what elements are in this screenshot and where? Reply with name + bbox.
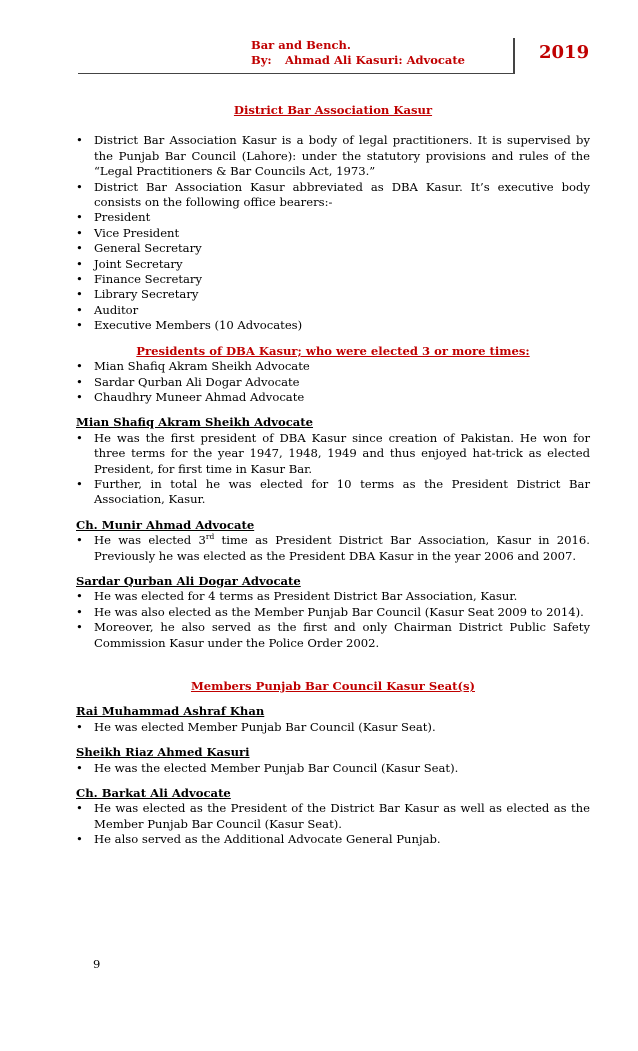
list-item: • District Bar Association Kasur abbreviated as DBA Kasur. It’s executive body consists on the following office bearers:- xyxy=(76,180,590,211)
list-item: • Finance Secretary xyxy=(76,272,590,287)
list-item: • Auditor xyxy=(76,303,590,318)
page-number: 9 xyxy=(93,957,101,971)
mian-bullet-list xyxy=(76,431,590,508)
heading-riaz-kasuri: Sheikh Riaz Ahmed Kasuri xyxy=(76,745,250,760)
page-header xyxy=(0,30,638,80)
list-item: • General Secretary xyxy=(76,241,590,256)
munir-text-end: time as President District Bar Association, Kasur in 2016. Previously he was elected as the President DBA Kasur in the year 2006 and 2007. xyxy=(94,533,590,563)
header-text xyxy=(251,38,465,68)
rai-bullet-list xyxy=(76,720,590,735)
munir-ordinal-suffix: rd xyxy=(205,532,215,542)
presidents-bullet-list xyxy=(76,359,590,405)
list-item: • President xyxy=(76,210,590,225)
list-item: • He was elected as the President of the District Bar Kasur as well as elected as the Member Punjab Bar Council (Kasur Seat). xyxy=(76,801,590,832)
section-title-dba: District Bar Association Kasur xyxy=(233,103,433,117)
list-item: • He was elected Member Punjab Bar Council (Kasur Seat). xyxy=(76,720,590,735)
list-item: • Joint Secretary xyxy=(76,257,590,272)
heading-munir-ahmad: Ch. Munir Ahmad Advocate xyxy=(76,517,255,532)
munir-bullet-list xyxy=(76,533,590,564)
list-item: • Executive Members (10 Advocates) xyxy=(76,318,590,333)
list-item xyxy=(76,533,590,564)
munir-text-start: He was elected 3 xyxy=(94,533,206,548)
list-item: • He was elected for 4 terms as President District Bar Association, Kasur. xyxy=(76,589,590,604)
list-item: • Moreover, he also served as the first and only Chairman District Public Safety Commission Kasur under the Police Order 2002. xyxy=(76,620,590,651)
document-body xyxy=(76,103,590,848)
header-divider xyxy=(513,38,515,74)
list-item: • He was also elected as the Member Punjab Bar Council (Kasur Seat 2009 to 2014). xyxy=(76,605,590,620)
heading-rai-ashraf: Rai Muhammad Ashraf Khan xyxy=(76,704,265,719)
list-item: • District Bar Association Kasur is a body of legal practitioners. It is supervised by the Punjab Bar Council (Lahore): under the statutory provisions and rules of the “Legal Practitioners & Bar Councils Act, 1973.” xyxy=(76,133,590,179)
list-item: • He was the elected Member Punjab Bar Council (Kasur Seat). xyxy=(76,761,590,776)
dba-bullet-list xyxy=(76,133,590,333)
header-byline xyxy=(251,53,465,68)
heading-sardar-qurban: Sardar Qurban Ali Dogar Advocate xyxy=(76,573,301,588)
header-by-label: By: xyxy=(251,53,272,67)
riaz-bullet-list xyxy=(76,761,590,776)
header-author: Ahmad Ali Kasuri: Advocate xyxy=(285,53,465,67)
barkat-bullet-list xyxy=(76,801,590,847)
list-item: • Mian Shafiq Akram Sheikh Advocate xyxy=(76,359,590,374)
section-title-presidents: Presidents of DBA Kasur; who were elected 3 or more times: xyxy=(136,343,530,358)
list-item: • Vice President xyxy=(76,226,590,241)
header-title: Bar and Bench. xyxy=(251,38,351,52)
header-rule xyxy=(78,73,514,74)
heading-barkat-ali: Ch. Barkat Ali Advocate xyxy=(76,786,231,801)
sardar-bullet-list xyxy=(76,589,590,651)
list-item: • He also served as the Additional Advocate General Punjab. xyxy=(76,832,590,847)
list-item: • He was the first president of DBA Kasur since creation of Pakistan. He won for three terms for the year 1947, 1948, 1949 and thus enjoyed hat-trick as elected President, for first time in Kasur Bar. xyxy=(76,431,590,477)
list-item: • Further, in total he was elected for 10 terms as the President District Bar Association, Kasur. xyxy=(76,477,590,508)
section-title-members-pbc: Members Punjab Bar Council Kasur Seat(s) xyxy=(190,679,476,693)
heading-mian-shafiq: Mian Shafiq Akram Sheikh Advocate xyxy=(76,415,314,430)
header-year: 2019 xyxy=(539,42,590,63)
list-item: • Chaudhry Muneer Ahmad Advocate xyxy=(76,390,590,405)
list-item: • Sardar Qurban Ali Dogar Advocate xyxy=(76,375,590,390)
list-item: • Library Secretary xyxy=(76,287,590,302)
